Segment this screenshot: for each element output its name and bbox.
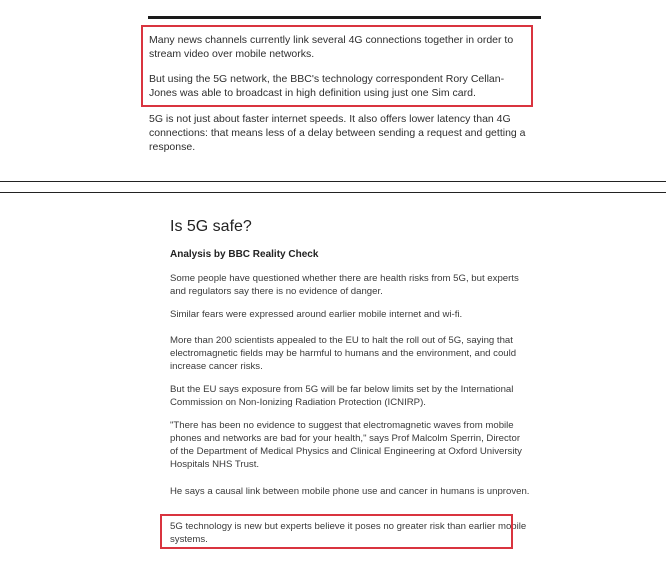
body-paragraph-4: But the EU says exposure from 5G will be far below limits set by the International Commission on Non-Ionizing Radiation Protection (ICNIRP). (170, 384, 514, 408)
body-paragraph-6: He says a causal link between mobile phone use and cancer in humans is unproven. (170, 486, 530, 497)
top-rule (148, 16, 541, 19)
body-paragraph-2: Similar fears were expressed around earlier mobile internet and wi-fi. (170, 309, 463, 320)
highlight-box-bottom (160, 514, 513, 549)
section-divider-upper (0, 181, 666, 182)
top-paragraph-3: 5G is not just about faster internet speeds. It also offers lower latency than 4G connections: that means less of a delay between sending a request and getting a response. (149, 113, 526, 153)
body-paragraph-3: More than 200 scientists appealed to the EU to halt the roll out of 5G, saying that electromagnetic fields may be harmful to humans and the environment, and could increase cancer risks. (170, 335, 517, 372)
top-paragraph-1: Many news channels currently link several 4G connections together in order to stream video over mobile networks. (149, 34, 514, 60)
body-paragraph-1: Some people have questioned whether there are health risks from 5G, but experts and regulators say there is no evidence of danger. (170, 273, 519, 297)
top-paragraph-2: But using the 5G network, the BBC's technology correspondent Rory Cellan-Jones was able to broadcast in high definition using just one Sim card. (149, 73, 505, 99)
body-paragraph-5: "There has been no evidence to suggest that electromagnetic waves from mobile phones and networks are bad for your health," says Prof Malcolm Sperrin, Director of the Department of Medical Physics and Clinical Engineering at Oxford University Hospitals NHS Trust. (170, 420, 522, 470)
body-paragraph-7: 5G technology is new but experts believe it poses no greater risk than earlier mobile systems. (170, 521, 527, 545)
section-divider-lower (0, 192, 666, 193)
article-heading: Is 5G safe? (170, 218, 252, 235)
article-subheading: Analysis by BBC Reality Check (170, 249, 319, 260)
